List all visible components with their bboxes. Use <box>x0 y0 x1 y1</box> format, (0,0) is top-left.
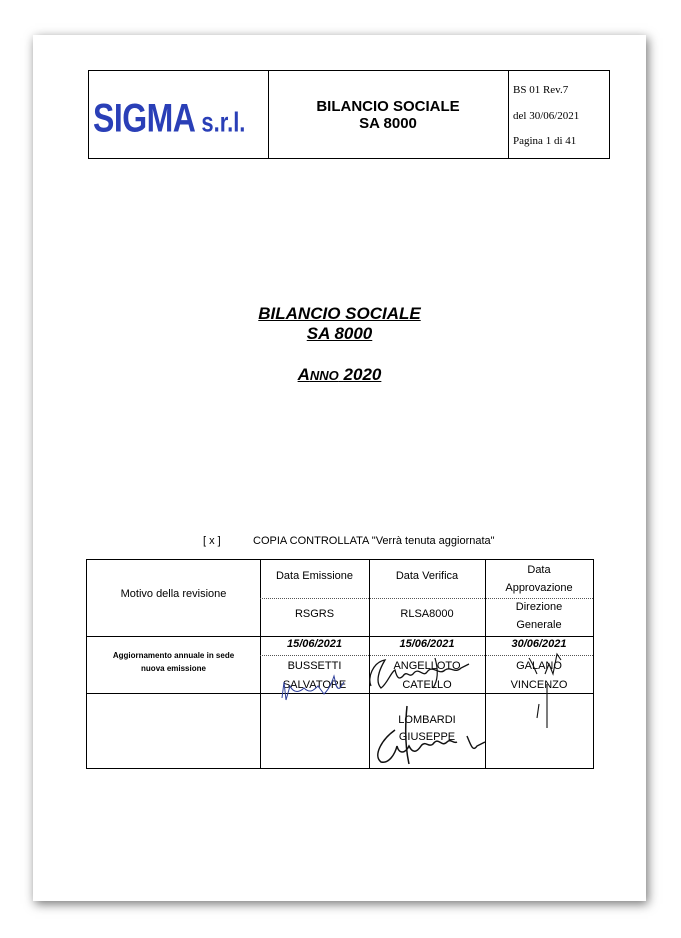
logo-cell <box>89 71 269 158</box>
doc-code: BS 01 Rev.7 <box>513 84 569 96</box>
table-divider <box>87 636 593 637</box>
header-title-cell <box>268 71 509 158</box>
approval-header <box>485 561 593 597</box>
company-logo <box>93 95 245 141</box>
header-table <box>88 70 610 159</box>
page-info: Pagina 1 di 41 <box>513 135 577 147</box>
approval-header-line2: Approvazione <box>505 582 573 594</box>
document-title-line2: SA 8000 <box>306 324 373 343</box>
emission-signer-line2: SALVATORE <box>282 679 347 691</box>
doc-date: del 30/06/2021 <box>513 110 580 122</box>
approval-role <box>485 598 593 634</box>
verify-signer-line2: CATELLO <box>402 679 452 691</box>
document-title <box>33 304 646 344</box>
approval-role-line2: Generale <box>516 619 562 631</box>
year-word-initial: A <box>297 365 310 384</box>
header-meta-cell <box>509 71 609 158</box>
emission-header: Data Emissione <box>275 570 354 582</box>
signature-galano <box>517 644 577 734</box>
verify-signer-line1: ANGELLOTO <box>393 660 461 672</box>
signature-lombardi <box>369 696 489 768</box>
emission-signer-line1: BUSSETTI <box>287 660 342 672</box>
year-number: 2020 <box>343 365 382 384</box>
approval-header-line1: Data <box>527 564 551 576</box>
logo-suffix: s.r.l. <box>201 106 246 138</box>
document-page <box>33 35 646 901</box>
header-title <box>268 98 508 132</box>
emission-date: 15/06/2021 <box>286 638 343 650</box>
approval-role-line1: Direzione <box>515 601 563 613</box>
verify-role: RLSA8000 <box>400 608 454 620</box>
verify-date: 15/06/2021 <box>399 638 455 650</box>
header-title-line2: SA 8000 <box>359 115 417 132</box>
verify-header: Data Verifica <box>395 570 459 582</box>
year-word-rest: NNO <box>309 368 339 383</box>
header-title-line1: BILANCIO SOCIALE <box>316 98 460 115</box>
reason-header: Motivo della revisione <box>120 588 227 600</box>
approval-signer-line1: GALANO <box>516 660 562 672</box>
second-verify-signer-line2: GIUSEPPE <box>398 731 456 743</box>
signature-angelloto <box>365 652 475 694</box>
logo-main: SIGMA <box>93 95 196 140</box>
controlled-copy-checkbox: [ x ] <box>203 535 221 547</box>
emission-role: RSGRS <box>294 608 335 620</box>
document-title-line1: BILANCIO SOCIALE <box>258 304 421 323</box>
signature-bussetti <box>280 664 350 704</box>
revision-reason <box>87 649 260 675</box>
approval-signer-line2: VINCENZO <box>510 679 568 691</box>
controlled-copy-label: COPIA CONTROLLATA "Verrà tenuta aggiornata" <box>253 535 495 547</box>
approval-table <box>86 559 594 769</box>
second-verify-signer-line1: LOMBARDI <box>398 714 456 726</box>
revision-reason-line1: Aggiornamento annuale in sede <box>112 651 235 660</box>
revision-reason-line2: nuova emissione <box>141 664 206 673</box>
approval-date: 30/06/2021 <box>511 638 567 650</box>
document-year <box>33 365 646 385</box>
